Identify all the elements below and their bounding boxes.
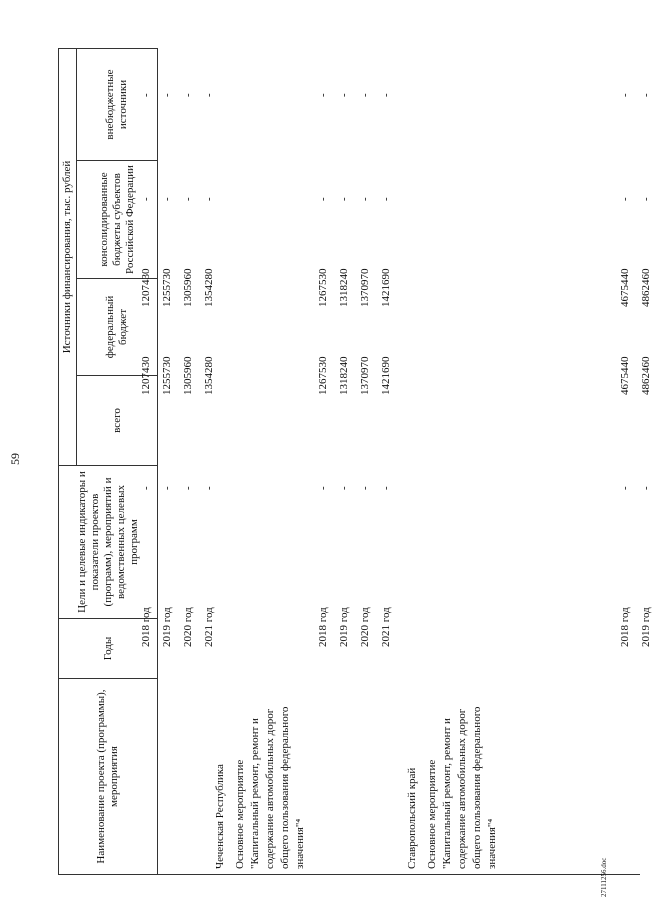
cell-year: 2019 год: [161, 607, 173, 647]
cell-target: -: [203, 486, 215, 490]
cell-extra: -: [619, 93, 631, 97]
cell-extra: -: [203, 93, 215, 97]
header-years: Годы: [59, 619, 158, 679]
cell-target: -: [161, 486, 173, 490]
table-left-border: [154, 874, 640, 875]
section-line: "Капитальный ремонт, ремонт и: [249, 718, 261, 869]
cell-extra: -: [359, 93, 371, 97]
cell-extra: -: [140, 93, 152, 97]
header-total: всего: [77, 376, 158, 466]
cell-extra: -: [640, 93, 652, 97]
cell-target: -: [317, 486, 329, 490]
header-table: [58, 48, 158, 875]
header-regional: консолидированные бюджеты субъектов Российской Федерации: [77, 161, 158, 279]
cell-extra: -: [182, 93, 194, 97]
page-number: 59: [8, 453, 22, 465]
section-line: значения"⁴: [486, 818, 498, 869]
cell-federal: 1255730: [161, 268, 173, 307]
cell-federal: 1421690: [380, 268, 392, 307]
cell-total: 1207430: [140, 356, 152, 395]
cell-year: 2020 год: [182, 607, 194, 647]
section-line: общего пользования федерального: [279, 706, 291, 869]
cell-year: 2019 год: [338, 607, 350, 647]
cell-total: 4675440: [619, 356, 631, 395]
cell-extra: -: [161, 93, 173, 97]
footer-filename: 27111256.doc: [600, 857, 608, 897]
cell-target: -: [619, 486, 631, 490]
cell-year: 2021 год: [380, 607, 392, 647]
cell-federal: 1207430: [140, 268, 152, 307]
header-extra: внебюджетные источники: [77, 48, 158, 160]
header-name: Наименование проекта (программы), мероприятия: [59, 679, 158, 875]
cell-regional: -: [182, 197, 194, 201]
cell-total: 1354280: [203, 356, 215, 395]
region-name: Ставропольский край: [406, 767, 418, 869]
cell-total: 1370970: [359, 356, 371, 395]
section-line: содержание автомобильных дорог: [456, 708, 468, 869]
cell-target: -: [380, 486, 392, 490]
cell-target: -: [140, 486, 152, 490]
cell-federal: 4675440: [619, 268, 631, 307]
cell-regional: -: [317, 197, 329, 201]
cell-year: 2018 год: [317, 607, 329, 647]
section-line: Основное мероприятие: [234, 759, 246, 869]
cell-extra: -: [317, 93, 329, 97]
cell-total: 1305960: [182, 356, 194, 395]
cell-total: 1318240: [338, 356, 350, 395]
region-name: Чеченская Республика: [214, 764, 226, 869]
cell-total: 4862460: [640, 356, 652, 395]
header-sources: Источники финансирования, тыс. рублей: [59, 48, 77, 465]
cell-year: 2019 год: [640, 607, 652, 647]
cell-regional: -: [380, 197, 392, 201]
cell-regional: -: [619, 197, 631, 201]
cell-target: -: [182, 486, 194, 490]
section-line: общего пользования федерального: [471, 706, 483, 869]
cell-target: -: [338, 486, 350, 490]
cell-federal: 1354280: [203, 268, 215, 307]
cell-total: 1255730: [161, 356, 173, 395]
cell-regional: -: [161, 197, 173, 201]
cell-regional: -: [203, 197, 215, 201]
section-line: значения"⁴: [294, 818, 306, 869]
cell-extra: -: [338, 93, 350, 97]
cell-regional: -: [640, 197, 652, 201]
cell-federal: 1318240: [338, 268, 350, 307]
section-line: Основное мероприятие: [426, 759, 438, 869]
cell-regional: -: [338, 197, 350, 201]
cell-year: 2021 год: [203, 607, 215, 647]
cell-total: 1421690: [380, 356, 392, 395]
cell-federal: 4862460: [640, 268, 652, 307]
cell-regional: -: [359, 197, 371, 201]
cell-federal: 1267530: [317, 268, 329, 307]
cell-year: 2018 год: [140, 607, 152, 647]
cell-year: 2018 год: [619, 607, 631, 647]
section-line: содержание автомобильных дорог: [264, 708, 276, 869]
section-line: "Капитальный ремонт, ремонт и: [441, 718, 453, 869]
header-targets: Цели и целевые индикаторы и показатели проектов (программ), мероприятий и ведомственных целевых программ: [59, 466, 158, 619]
cell-total: 1267530: [317, 356, 329, 395]
cell-extra: -: [380, 93, 392, 97]
cell-regional: -: [140, 197, 152, 201]
header-federal: федеральный бюджет: [77, 279, 158, 376]
cell-federal: 1305960: [182, 268, 194, 307]
cell-year: 2020 год: [359, 607, 371, 647]
cell-target: -: [640, 486, 652, 490]
cell-target: -: [359, 486, 371, 490]
cell-federal: 1370970: [359, 268, 371, 307]
